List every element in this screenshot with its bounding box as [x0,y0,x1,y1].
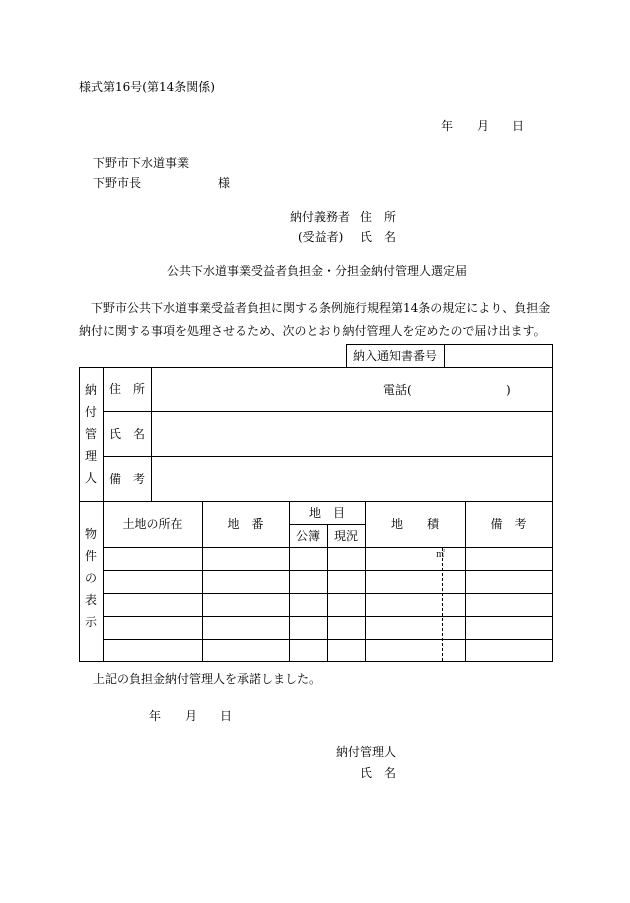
manager-remarks-field[interactable] [152,457,552,501]
manager-sign-title: 納付管理人 [336,745,397,759]
date-year: 年 [441,119,454,133]
form-title: 公共下水道事業受益者負担金・分担金納付管理人選定届 [167,264,468,278]
col-area: 地 積 [390,517,439,531]
addressee-honorific: 様 [218,176,231,190]
manager-name-label: 氏 名 [108,426,145,441]
col-lot-number: 地 番 [227,517,264,531]
manager-name-field[interactable] [152,412,552,456]
manager-address-label: 住 所 [108,382,145,396]
manager-vertical-label: 納 付 管 理 人 [84,383,97,485]
addressee-line1: 下野市下水道事業 [93,156,190,170]
manager-phone-label: 電話( [383,383,412,397]
date-month: 月 [477,119,490,133]
property-vertical-label: 物 件 の 表 示 [84,527,97,629]
acceptance-date-year: 年 [149,709,162,723]
col-remarks: 備 考 [490,517,527,531]
acceptance-text: 上記の負担金納付管理人を承諾しました。 [93,672,322,686]
form-number: 様式第16号(第14条関係) [79,80,215,94]
manager-phone-close: ) [506,383,511,397]
addressee-line2: 下野市長 [93,176,142,190]
body-text: 下野市公共下水道事業受益者負担に関する条例施行規程第14条の規定により、負担金納付に関する事項を処理させるため、次のとおり納付管理人を定めたので届け出ます。 [79,301,551,338]
obligor-address-label: 住 所 [360,210,397,224]
col-registry: 公簿 [295,528,320,543]
area-unit: ㎡ [436,550,446,560]
manager-remarks-label: 備 考 [108,471,145,486]
col-current: 現況 [333,528,358,543]
notice-number-label: 納入通知書番号 [352,348,437,363]
obligor-name-label: 氏 名 [360,230,397,244]
notice-number-field[interactable] [445,345,552,367]
obligor-recipient-label: (受益者) [298,230,344,244]
acceptance-date-month: 月 [185,709,198,723]
obligor-title: 納付義務者 [290,210,351,224]
col-location: 土地の所在 [122,517,183,531]
manager-sign-name-label: 氏 名 [360,766,397,780]
col-land-category: 地 目 [308,505,345,520]
date-day: 日 [512,119,525,133]
acceptance-date-day: 日 [220,709,233,723]
manager-address-field[interactable] [152,368,552,411]
